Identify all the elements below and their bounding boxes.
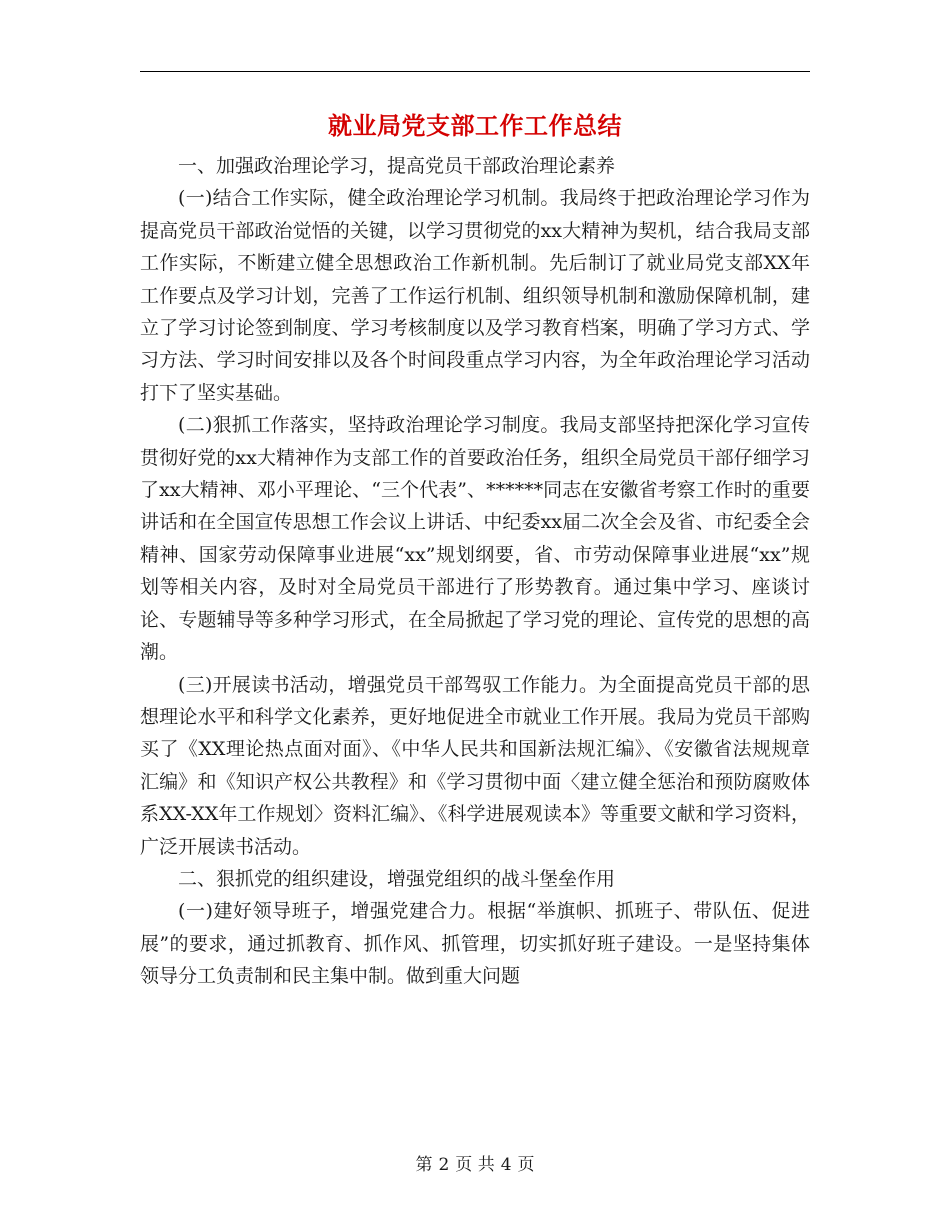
paragraph-1-1: (一)结合工作实际，健全政治理论学习机制。我局终于把政治理论学习作为提高党员干部政治觉悟的关键，以学习贯彻党的xx大精神为契机，结合我局支部工作实际，不断建立健全思想政治工作新机制。先后制订了就业局党支部XX年工作要点及学习计划，完善了工作运行机制、组织领导机制和激励保障机制，建立了学习讨论签到制度、学习考核制度以及学习教育档案，明确了学习方式、学习方法、学习时间安排以及各个时间段重点学习内容，为全年政治理论学习活动打下了坚实基础。 — [140, 187, 810, 404]
paragraph-2-1: (一)建好领导班子，增强党建合力。根据“举旗帜、抓班子、带队伍、促进展”的要求，通过抓教育、抓作风、抓管理，切实抓好班子建设。一是坚持集体领导分工负责制和民主集中制。做到重大问题 — [140, 900, 810, 988]
section-heading-1: 一、加强政治理论学习，提高党员干部政治理论素养 — [178, 155, 616, 177]
page-mid: 页 共 — [455, 1155, 495, 1175]
paragraph-1-2: (二)狠抓工作落实，坚持政治理论学习制度。我局支部坚持把深化学习宣传贯彻好党的xx大精神作为支部工作的首要政治任务，组织全局党员干部仔细学习了xx大精神、邓小平理论、“三个代表”、******同志在安徽省考察工作时的重要讲话和在全国宣传思想工作会议上讲话、中纪委xx届二次全会及省、市纪委全会精神、国家劳动保障事业进展“xx”规划纲要，省、市劳动保障事业进展“xx”规划等相关内容，及时对全局党员干部进行了形势教育。通过集中学习、座谈讨论、专题辅导等多种学习形式，在全局掀起了学习党的理论、宣传党的思想的高潮。 — [140, 414, 810, 664]
header-rule — [140, 71, 810, 72]
document-body — [140, 150, 810, 993]
document-title: 就业局党支部工作工作总结 — [328, 111, 622, 140]
page-total: 4 — [500, 1155, 512, 1175]
page-current: 2 — [438, 1155, 450, 1175]
paragraph-1-3: (三)开展读书活动，增强党员干部驾驭工作能力。为全面提高党员干部的思想理论水平和科学文化素养，更好地促进全市就业工作开展。我局为党员干部购买了《XX理论热点面对面》、《中华人民共和国新法规汇编》、《安徽省法规规章汇编》和《知识产权公共教程》和《学习贯彻中面〈建立健全惩治和预防腐败体系XX-XX年工作规划〉资料汇编》、《科学进展观读本》等重要文献和学习资料，广泛开展读书活动。 — [140, 673, 810, 858]
page-suffix: 页 — [517, 1155, 535, 1175]
page-footer — [140, 1153, 810, 1177]
page-prefix: 第 — [415, 1155, 433, 1175]
section-heading-2: 二、狠抓党的组织建设，增强党组织的战斗堡垒作用 — [178, 867, 616, 890]
